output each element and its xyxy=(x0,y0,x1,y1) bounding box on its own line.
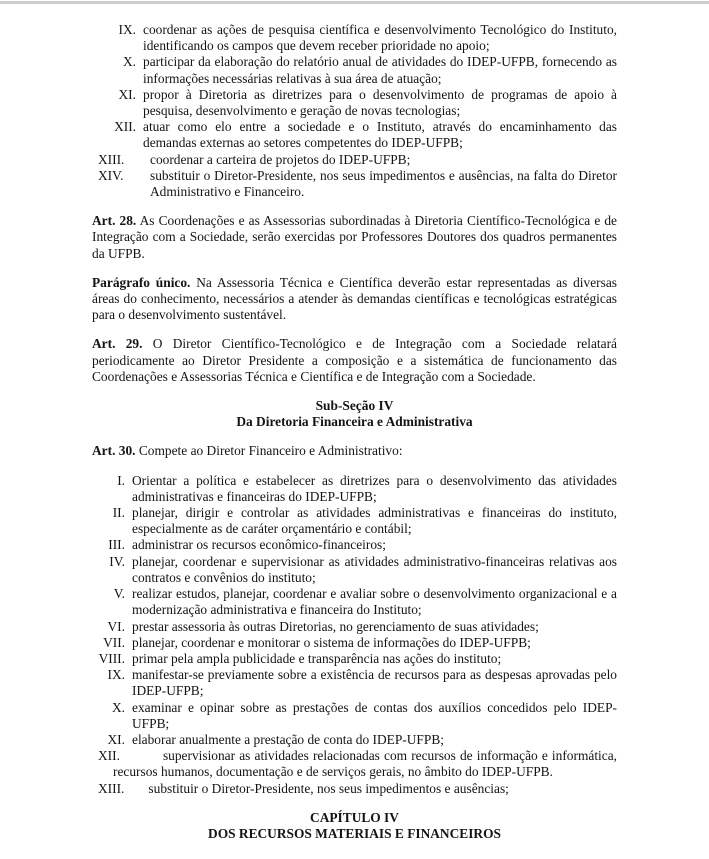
list-item-text: coordenar a carteira de projetos do IDEP-UFPB; xyxy=(150,151,411,167)
list-item-text: manifestar-se previamente sobre a existência de recursos para as despesas aprovadas pelo IDEP-UFPB; xyxy=(132,667,617,699)
paragraph-text: O Diretor Científico-Tecnológico e de Integração com a Sociedade relatará periodicamente ao Diretor Presidente a composição e a sistemática de funcionamento das Coordenações e Assessorias Técnica e Científica e de Integração com a Sociedade. xyxy=(92,336,617,384)
list-item-number: X. xyxy=(122,54,136,70)
list-item-x xyxy=(92,700,617,732)
list-item-number: XIII. xyxy=(98,151,125,167)
list-item-text: supervisionar as atividades relacionadas com recursos de informação e informática, recursos humanos, documentação e de serviços gerais, no âmbito do IDEP-UFPB. xyxy=(113,748,617,780)
paragraph-lead: Parágrafo único. xyxy=(92,274,191,290)
list-item-ix xyxy=(98,22,617,54)
list-item-text: participar da elaboração do relatório anual de atividades do IDEP-UFPB, fornecendo as informações necessárias relativas à sua área de atuação; xyxy=(143,54,617,86)
roman-list-art30 xyxy=(92,473,617,797)
list-item-text: realizar estudos, planejar, coordenar e avaliar sobre o desenvolvimento organizacional e a modernização administrativa e financeira do Instituto; xyxy=(132,586,617,618)
list-item-ix xyxy=(92,667,617,699)
chapter-title-line2: DOS RECURSOS MATERIAIS E FINANCEIROS xyxy=(208,825,501,841)
article-30-paragraph xyxy=(92,443,617,459)
list-item-vii xyxy=(92,635,617,651)
list-item-text: primar pela ampla publicidade e transparência nas ações do instituto; xyxy=(132,650,502,666)
list-item-text: Orientar a política e estabelecer as diretrizes para o desenvolvimento das atividades administrativas e financeiras do IDEP-UFPB; xyxy=(132,472,617,504)
roman-list-top xyxy=(92,22,617,200)
list-item-text: substituir o Diretor-Presidente, nos seus impedimentos e ausências; xyxy=(148,780,509,796)
paragraph-text: As Coordenações e as Assessorias subordinadas à Diretoria Científico-Tecnológica e de Integração com a Sociedade, serão exercidas por Professores Doutores dos quadros permanentes da UFPB. xyxy=(92,213,618,261)
list-item-number: V. xyxy=(113,586,125,602)
list-item-x xyxy=(98,54,617,86)
list-item-text: planejar, coordenar e monitorar o sistema de informações do IDEP-UFPB; xyxy=(132,634,531,650)
list-item-text: planejar, dirigir e controlar as atividades administrativas e financeiras do instituto, especialmente as de caráter orçamentário e contábil; xyxy=(132,505,617,537)
list-item-number: II. xyxy=(112,505,125,521)
list-item-number: XIII. xyxy=(98,780,125,796)
list-item-xi xyxy=(92,732,617,748)
paragraph-text: Na Assessoria Técnica e Científica deverão estar representadas as diversas áreas do conhecimento, necessários a atender às demandas científicas e tecnológicas estratégicas para o desenvolvimento sustentável. xyxy=(92,274,617,323)
list-item-number: VII. xyxy=(103,634,125,650)
list-item-number: IX. xyxy=(107,667,125,683)
list-item-xi xyxy=(98,87,617,119)
list-item-text: propor à Diretoria as diretrizes para o desenvolvimento de programas de apoio à pesquisa, desenvolvimento e geração de novas tecnologias; xyxy=(143,86,617,119)
list-item-number: XII. xyxy=(114,119,136,135)
page-top-edge xyxy=(0,1,709,4)
list-item-number: VI. xyxy=(107,618,125,634)
list-item-text: examinar e opinar sobre as prestações de contas dos auxílios concedidos pelo IDEP-UFPB; xyxy=(132,699,617,731)
paragraph-lead: Art. 28. xyxy=(92,213,137,229)
list-item-xii xyxy=(98,119,617,151)
list-item-i xyxy=(92,473,617,505)
list-item-vi xyxy=(92,619,617,635)
subsection-title-line2: Da Diretoria Financeira e Administrativa xyxy=(236,414,473,430)
paragraph-lead: Art. 30. xyxy=(92,443,136,459)
list-item-v xyxy=(92,586,617,618)
article-29-paragraph xyxy=(92,336,617,385)
list-item-text: prestar assessoria às outras Diretorias, no gerenciamento de suas atividades; xyxy=(132,618,539,634)
list-item-xiii xyxy=(98,152,617,168)
list-item-text: elaborar anualmente a prestação de conta do IDEP-UFPB; xyxy=(132,731,444,747)
list-item-text: planejar, coordenar e supervisionar as atividades administrativo-financeiras relativas aos contratos e convênios do instituto; xyxy=(132,553,617,585)
list-item-number: VIII. xyxy=(98,650,125,666)
list-item-ii xyxy=(92,505,617,537)
list-item-viii xyxy=(92,651,617,667)
list-item-body xyxy=(98,748,617,780)
subsection-heading xyxy=(92,398,617,430)
list-item-iv xyxy=(92,554,617,586)
list-item-xii xyxy=(92,748,617,780)
list-item-number: XII. xyxy=(98,748,120,764)
list-item-xiv xyxy=(98,168,617,200)
list-item-xiii xyxy=(92,781,617,797)
subsection-title-line1: Sub-Seção IV xyxy=(315,398,394,414)
chapter-heading xyxy=(92,810,617,842)
list-item-number: I. xyxy=(117,472,125,488)
list-item-number: IV. xyxy=(109,553,125,569)
paragraph-text: Compete ao Diretor Financeiro e Administrativo: xyxy=(138,443,403,459)
chapter-title-line1: CAPÍTULO IV xyxy=(310,809,399,825)
list-item-number: IX. xyxy=(118,22,136,37)
list-item-number: XI. xyxy=(118,86,136,102)
article-28-paragraph xyxy=(92,213,617,262)
paragraph-lead: Art. 29. xyxy=(92,336,143,352)
list-item-iii xyxy=(92,537,617,553)
list-item-number: XIV. xyxy=(98,167,124,183)
list-item-text: administrar os recursos econômico-financeiros; xyxy=(132,537,386,553)
list-item-number: III. xyxy=(108,537,125,553)
paragrafo-unico-paragraph xyxy=(92,275,617,324)
list-item-body xyxy=(98,780,617,797)
list-item-text: substituir o Diretor-Presidente, nos seus impedimentos e ausências, na falta do Diretor Administrativo e Financeiro. xyxy=(150,167,617,200)
list-item-text: coordenar as ações de pesquisa científica e desenvolvimento Tecnológico do Instituto, identificando os campos que devem receber prioridade no apoio; xyxy=(143,22,617,54)
list-item-number: X. xyxy=(111,699,125,715)
list-item-number: XI. xyxy=(107,731,125,747)
list-item-text: atuar como elo entre a sociedade e o Instituto, através do encaminhamento das demandas externas ao setores competentes do IDEP-UFPB; xyxy=(143,119,617,151)
